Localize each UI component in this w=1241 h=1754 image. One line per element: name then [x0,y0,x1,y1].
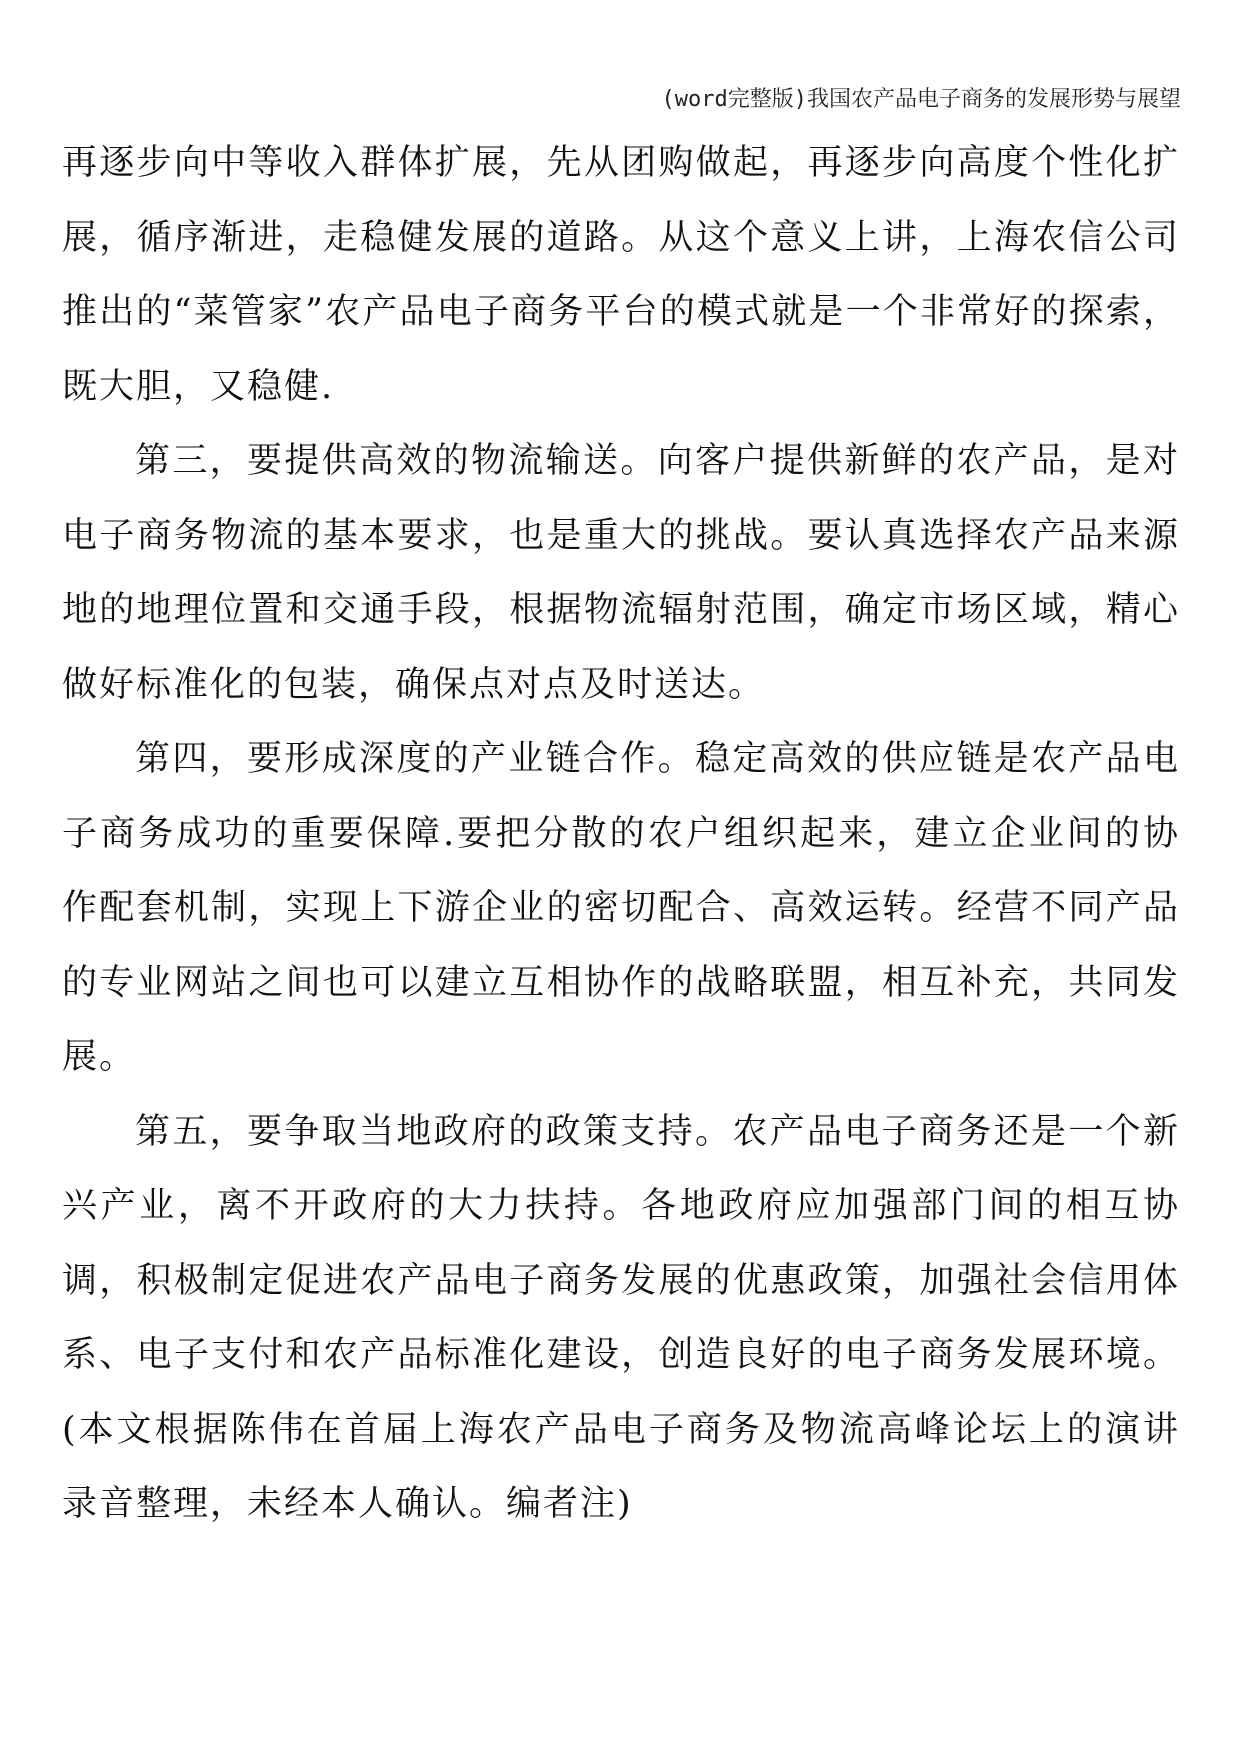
paragraph-supply-chain: 第四，要形成深度的产业链合作。稳定高效的供应链是农产品电子商务成功的重要保障.要把分散的农户组织起来，建立企业间的协作配套机制，实现上下游企业的密切配合、高效运转。经营不同产品的专业网站之间也可以建立互相协作的战略联盟，相互补充，共同发展。 [62,739,1180,1077]
page-header: (word完整版)我国农产品电子商务的发展形势与展望 [661,87,1181,112]
document-body [62,126,1180,1542]
paragraph-government-policy: 第五，要争取当地政府的政策支持。农产品电子商务还是一个新兴产业，离不开政府的大力扶持。各地政府应加强部门间的相互协调，积极制定促进农产品电子商务发展的优惠政策，加强社会信用体系、电子支付和农产品标准化建设，创造良好的电子商务发展环境。(本文根据陈伟在首届上海农产品电子商务及物流高峰论坛上的演讲录音整理，未经本人确认。编者注) [62,1111,1180,1524]
paragraph-logistics: 第三，要提供高效的物流输送。向客户提供新鲜的农产品，是对电子商务物流的基本要求，也是重大的挑战。要认真选择农产品来源地的地理位置和交通手段，根据物流辐射范围，确定市场区域，精心做好标准化的包装，确保点对点及时送达。 [62,441,1180,705]
paragraph-continuation: 再逐步向中等收入群体扩展，先从团购做起，再逐步向高度个性化扩展，循序渐进，走稳健发展的道路。从这个意义上讲，上海农信公司推出的“菜管家”农产品电子商务平台的模式就是一个非常好的探索，既大胆，又稳健. [62,143,1180,407]
